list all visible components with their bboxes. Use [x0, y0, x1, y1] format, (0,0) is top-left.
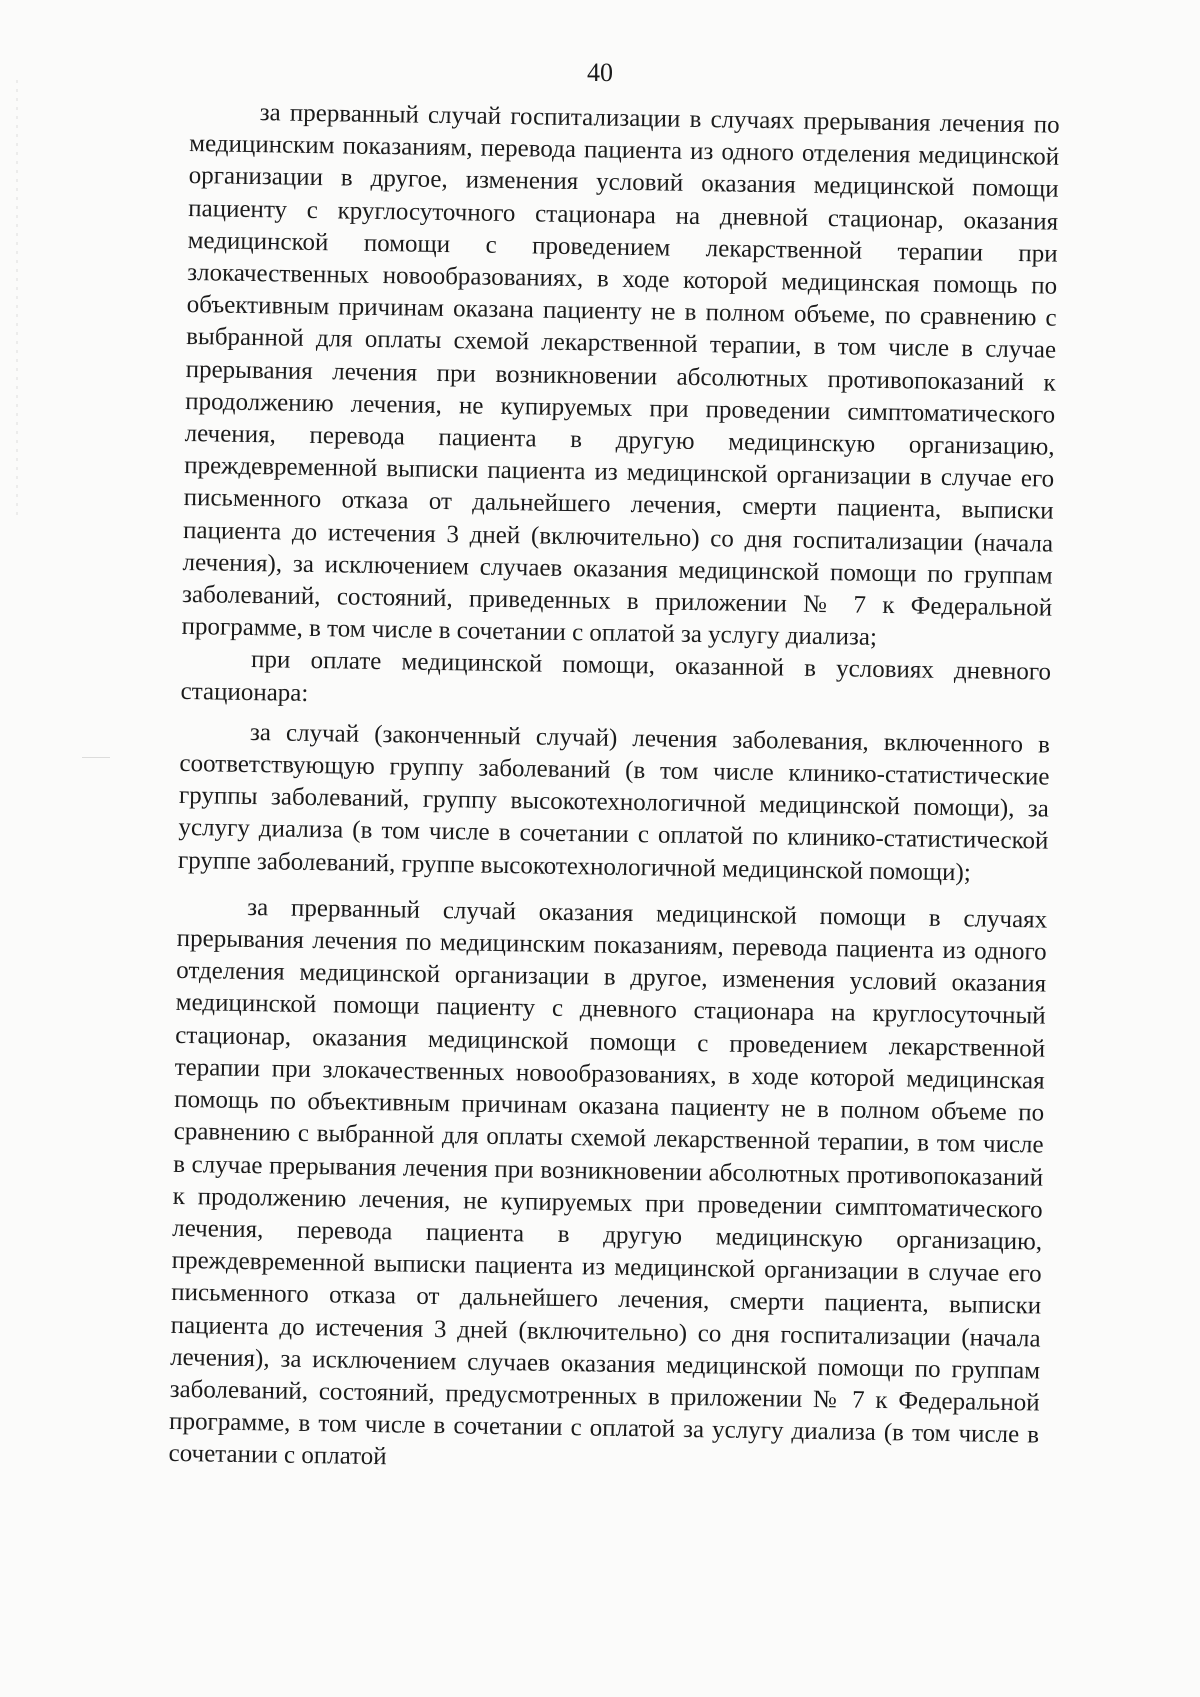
scan-artifact: [82, 757, 110, 758]
paragraph: за случай (законченный случай) лечения заболевания, включенного в соответствующую группу заболеваний (в том числе клинико-статистические группы заболеваний, группу высокотехнологичной медицинской помощи), за услугу диализа (в том числе в сочетании с оплатой по клинико-статистической группе заболеваний, группе высокотехнологичной медицинской помощи);: [177, 718, 1051, 887]
page-number: 40: [587, 58, 613, 87]
scan-artifact: [16, 80, 18, 520]
document-body: [168, 96, 1059, 1484]
paragraph: за прерванный случай оказания медицинской помощи в случаях прерывания лечения по медицинским показаниям, перевода пациента из одного отделения медицинской организации в другое, изменения условий оказания медицинской помощи пациенту с дневного стационара на круглосуточный стационар, оказания медицинской помощи с проведением лекарственной терапии при злокачественных новообразованиях, в ходе которой медицинская помощь по объективным причинам оказана пациенту не в полном объеме по сравнению с выбранной для оплаты схемой лекарственной терапии, в том числе в случае прерывания лечения при возникновении абсолютных противопоказаний к продолжению лечения, не купируемых при проведении симптоматического лечения, перевода пациента в другую медицинскую организацию, преждевременной выписки пациента из медицинской организации в случае его письменного отказа от дальнейшего лечения, смерти пациента, выписки пациента до истечения 3 дней (включительно) со дня госпитализации (начала лечения), за исключением случаев оказания медицинской помощи по группам заболеваний, состояний, предусмотренных в приложении № 7 к Федеральной программе, в том числе в сочетании с оплатой за услугу диализа (в том числе в сочетании с оплатой: [168, 893, 1048, 1471]
paragraph: при оплате медицинской помощи, оказанной в условиях дневного стационара:: [180, 646, 1052, 707]
paragraph: за прерванный случай госпитализации в случаях прерывания лечения по медицинским показаниям, перевода пациента из одного отделения медицинской организации в другое, изменения условий оказания медицинской помощи пациенту с круглосуточного стационара на дневной стационар, оказания медицинской помощи с проведением лекарственной терапии при злокачественных новообразованиях, в ходе которой медицинская помощь по объективным причинам оказана пациенту не в полном объеме, по сравнению с выбранной для оплаты схемой лекарственной терапии, в том числе в случае прерывания лечения при возникновении абсолютных противопоказаний к продолжению лечения, не купируемых при проведении симптоматического лечения, перевода пациента в другую медицинскую организацию, преждевременной выписки пациента из медицинской организации в случае его письменного отказа от дальнейшего лечения, смерти пациента, выписки пациента до истечения 3 дней (включительно) со дня госпитализации (начала лечения), за исключением случаев оказания медицинской помощи по группам заболеваний, состояний, приведенных в приложении № 7 к Федеральной программе, в том числе в сочетании с оплатой за услугу диализа;: [181, 99, 1060, 652]
